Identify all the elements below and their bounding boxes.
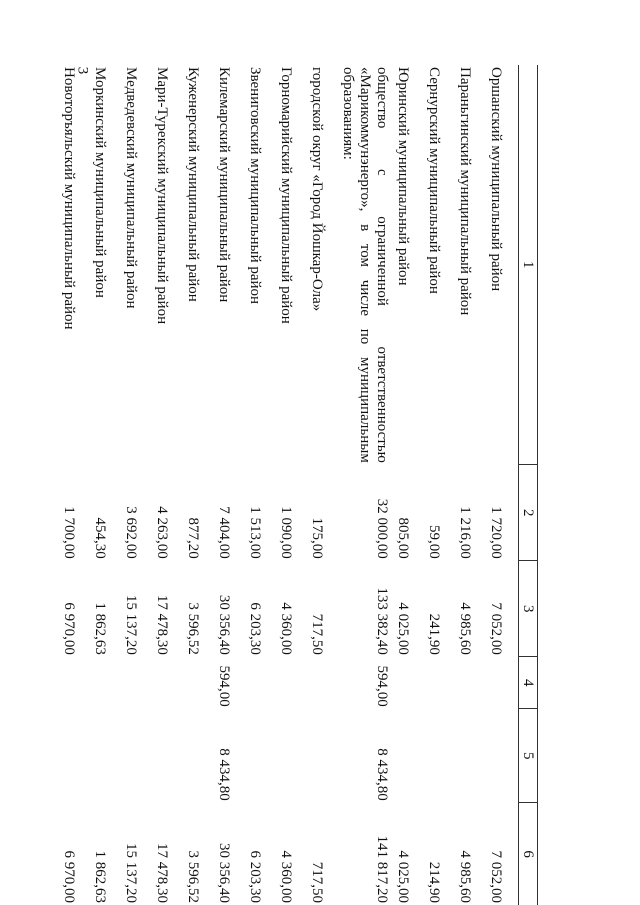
row-label-cell: Звениговский муниципальный район (247, 67, 263, 305)
row-label-cell: Новоторъяльский муниципальный район (61, 67, 77, 330)
value-cell: 877,20 (185, 517, 201, 559)
value-cell: 1 862,63 (92, 602, 108, 655)
table-row (487, 65, 519, 905)
table-row (91, 65, 122, 905)
value-cell (122, 657, 153, 709)
value-cell: 15 137,20 (123, 594, 139, 655)
value-cell (246, 709, 277, 803)
value-cell (394, 709, 425, 803)
value-cell (277, 657, 308, 709)
value-cell: 717,50 (309, 613, 325, 655)
table-row (215, 65, 246, 905)
table-row (184, 65, 215, 905)
header-cell: 4 (519, 657, 538, 709)
value-cell (308, 709, 339, 803)
table-row (425, 65, 456, 905)
value-cell (308, 657, 339, 709)
header-cell: 3 (519, 561, 538, 657)
table-row (246, 65, 277, 905)
value-cell: 594,00 (216, 665, 232, 707)
value-cell: 32 000,00 (374, 498, 390, 559)
value-cell: 3 692,00 (123, 506, 139, 559)
value-cell: 1 216,00 (457, 506, 473, 559)
value-cell: 59,00 (426, 524, 442, 559)
value-cell: 141 817,20 (374, 835, 390, 903)
table-row (60, 65, 91, 905)
value-cell (487, 709, 519, 803)
value-cell (60, 657, 91, 709)
header-row (519, 65, 538, 905)
value-cell: 30 356,40 (216, 594, 232, 655)
table-row (456, 65, 487, 905)
row-label-cell: Сернурский муниципальный район (426, 67, 442, 294)
value-cell (425, 709, 456, 803)
table-row (308, 65, 339, 905)
value-cell: 214,90 (426, 861, 442, 903)
value-cell: 1 513,00 (247, 506, 263, 559)
value-cell: 15 137,20 (123, 843, 139, 903)
value-cell: 6 203,30 (247, 850, 263, 903)
value-cell: 4 025,00 (395, 602, 411, 655)
value-cell (487, 657, 519, 709)
table-row (122, 65, 153, 905)
value-cell: 4 985,60 (457, 602, 473, 655)
value-cell: 4 263,00 (154, 506, 170, 559)
row-label-cell: Килемарский муниципальный район (216, 67, 232, 303)
value-cell (91, 657, 122, 709)
value-cell: 1 720,00 (488, 506, 504, 559)
value-cell: 241,90 (426, 613, 442, 655)
row-label-cell: Горномарийский муниципальный район (278, 67, 294, 324)
value-cell: 4 360,00 (278, 850, 294, 903)
table-row (394, 65, 425, 905)
value-cell: 6 203,30 (247, 602, 263, 655)
value-cell (277, 709, 308, 803)
value-cell: 4 985,60 (457, 850, 473, 903)
value-cell: 30 356,40 (216, 843, 232, 903)
value-cell: 7 052,00 (488, 850, 504, 903)
row-label-cell: Параньгинский муниципальный район (457, 67, 473, 316)
header-cell: 1 (519, 65, 538, 465)
value-cell: 17 478,30 (154, 594, 170, 655)
row-label-cell: Юринский муниципальный район (395, 67, 411, 286)
row-label-cell: Медведевский муниципальный район (123, 67, 139, 309)
row-label-cell: Куженерский муниципальный район (185, 67, 201, 302)
header-cell: 6 (519, 803, 538, 905)
row-label-cell: городской округ «Город Йошкар-Ола» (309, 67, 325, 312)
data-table (60, 65, 538, 905)
row-label-cell: общество с ограниченной ответственностью «Марикоммунэнерго», в том числе по муниципальным образованиям: (340, 67, 390, 463)
value-cell: 805,00 (395, 517, 411, 559)
header-cell: 5 (519, 709, 538, 803)
value-cell (122, 709, 153, 803)
table-row (277, 65, 308, 905)
value-cell (184, 709, 215, 803)
value-cell: 133 382,40 (374, 587, 390, 655)
value-cell: 454,30 (92, 517, 108, 559)
value-cell (91, 709, 122, 803)
value-cell (184, 657, 215, 709)
row-label-cell: Моркинский муниципальный район (92, 67, 108, 298)
header-cell: 2 (519, 465, 538, 561)
value-cell (425, 657, 456, 709)
value-cell: 717,50 (309, 861, 325, 903)
value-cell: 4 360,00 (278, 602, 294, 655)
value-cell: 4 025,00 (395, 850, 411, 903)
value-cell: 8 434,80 (216, 748, 232, 801)
table-row (153, 65, 184, 905)
value-cell (246, 657, 277, 709)
value-cell (456, 657, 487, 709)
row-label-cell: Оршанский муниципальный район (488, 67, 504, 292)
row-label-cell: Мари-Турекский муниципальный район (154, 67, 170, 325)
value-cell: 7 404,00 (216, 506, 232, 559)
value-cell: 1 700,00 (61, 506, 77, 559)
value-cell: 8 434,80 (374, 748, 390, 801)
value-cell: 6 970,00 (61, 850, 77, 903)
page-number: 3 (74, 66, 91, 75)
value-cell: 6 970,00 (61, 602, 77, 655)
value-cell: 7 052,00 (488, 602, 504, 655)
value-cell: 1 862,63 (92, 850, 108, 903)
value-cell: 175,00 (309, 517, 325, 559)
value-cell: 3 596,52 (185, 850, 201, 903)
value-cell (456, 709, 487, 803)
value-cell: 17 478,30 (154, 843, 170, 903)
value-cell: 594,00 (374, 665, 390, 707)
value-cell (153, 657, 184, 709)
value-cell: 3 596,52 (185, 602, 201, 655)
value-cell (153, 709, 184, 803)
table-row (339, 65, 394, 905)
value-cell (60, 709, 91, 803)
value-cell: 1 090,00 (278, 506, 294, 559)
value-cell (394, 657, 425, 709)
